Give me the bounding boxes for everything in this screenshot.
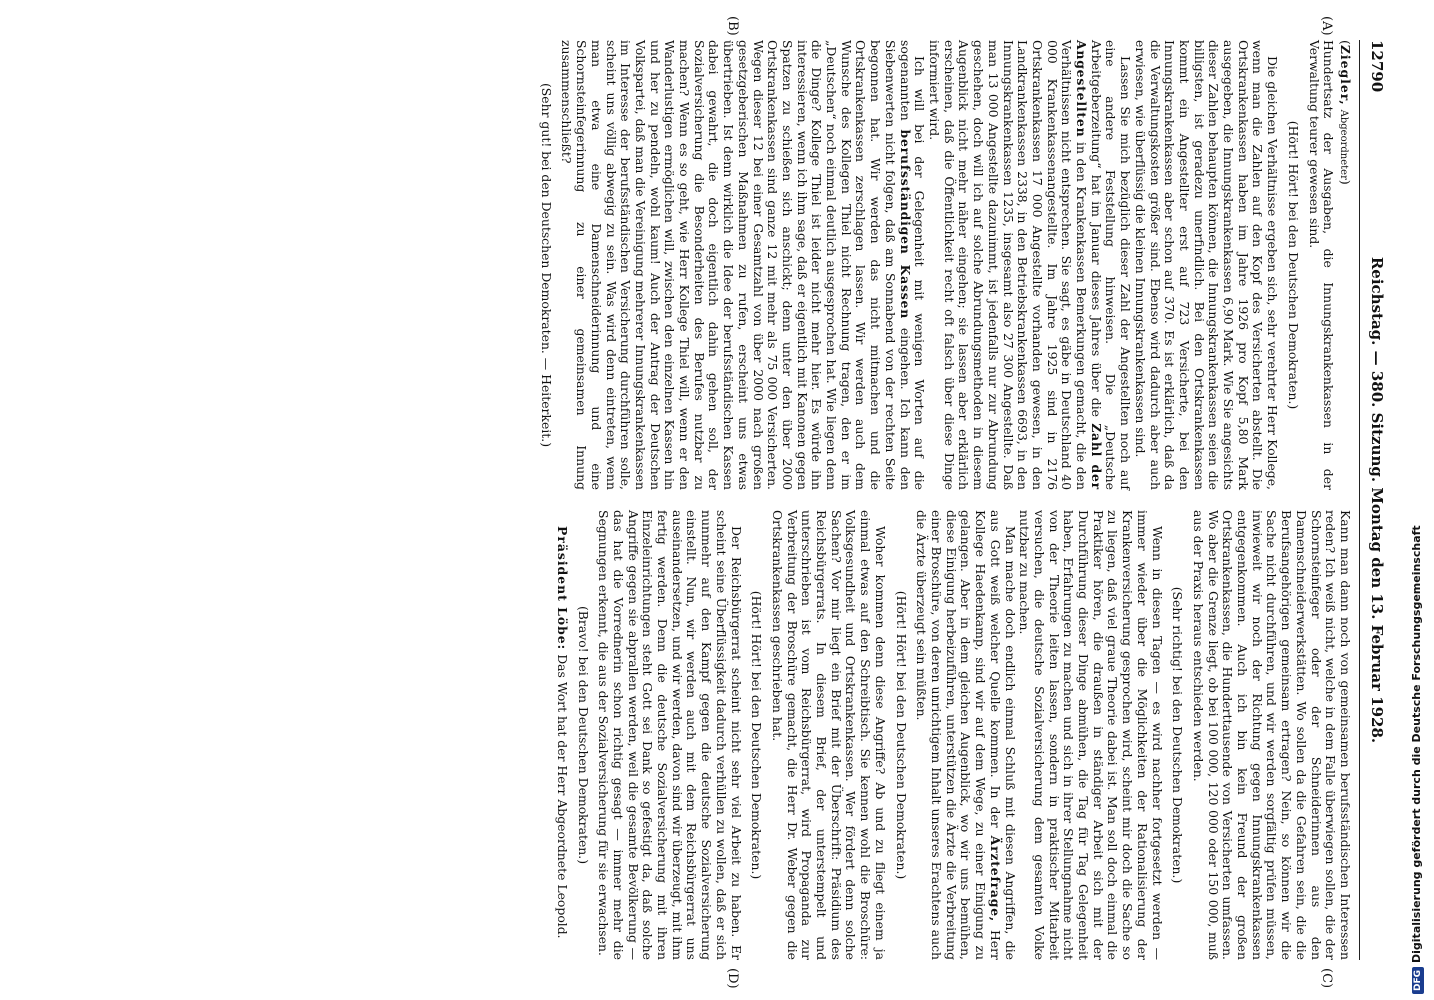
paragraph: Wenn in diesen Tagen — es wird nachher fortgesetzt werden — immer wieder über die Möglichkeiten der Rationalisierung der Krankenversicherung gesprochen wird, scheint mir doch die Sache so zu liegen, daß viel graue Theorie dabei ist. Man soll doch einmal die Praktiker hören, die draußen in ständiger Arbeit sich mit der Durchführung dieser Dinge abmühen, die Tag für Tag Gelegenheit haben, Erfahrungen zu machen und sich in ihrer Stellungnahme nicht von der Theorie leiten lassen, sondern in praktischer Mitarbeit versuchen, die deutsche Sozialversicherung dem gesamten Volke nutzbar zu machen.	[1017, 510, 1165, 960]
paragraph: Man mache doch endlich einmal Schluß mit diesen Angriffen, die aus Gott weiß welcher Quelle kommen. In der Ärztefrage, Herr Kollege Haedenkamp, sind wir auf dem Wege, zu einer Einigung zu gelangen. Aber in dem gleichen Augenblick, wo wir uns bemühen, diese Einigung herbeizuführen, unterstützen die Ärzte die Verbreitung einer Broschüre, von deren unrichtigem Inhalt unseres Erachtens auch die Ärzte überzeugt sein müßten.	[914, 510, 1018, 960]
interjection: (Sehr richtig! bei den Deutschen Demokraten.)	[1170, 586, 1186, 884]
emphasis-term: Ärztefrage,	[987, 835, 1003, 922]
page-header	[1362, 40, 1392, 960]
paragraph: Der Reichsbürgerrat scheint nicht sehr viel Arbeit zu haben. Er scheint seine Überflüssigkeit dadurch verhüllen zu wollen, daß er sich nunmehr auf den Kampf gegen die deutsche Sozialversicherung einstellt. Nun, wir werden auch mit dem Reichsbürgerrat uns auseinandersetzen, und wir werden, davon sind wir überzeugt, mit ihm fertig werden. Denn die deutsche Sozialversicherung mit ihren Einzeleinrichtungen steht Gott sei Dank so gefestigt da, daß solche Angriffe gegen sie abprallen werden, weil die gesamte Bevölkerung — das hat die Vorrednerin schon richtig gesagt — immer mehr die Segnungen erkennt, die aus der Sozialversicherung für sie erwachsen.	[596, 510, 744, 960]
president-text: Das Wort hat der Herr Abgeordnete Leopold.	[554, 654, 570, 939]
paragraph: Ich will bei der Gelegenheit mit wenigen Worten auf die sogenannten berufsständigen Kassen eingehen. Ich kann den Siebenwerten nicht folgen, daß am Sonnabend von der rechten Seite begonnen hat. Wir werden das nicht mitmachen und die Ortskrankenkassen zerschlagen lassen. Wir werden auch dem Wunsche des Kollegen Thiel nicht Rechnung tragen, den er im „Deutschen“ noch einmal deutlich ausgesprochen hat. Wie liegen denn die Dinge? Kollege Thiel ist leider nicht mehr hier. Es würde ihn interessieren, wenn ich ihm sage, daß er eigentlich mit Kanonen gegen Spatzen zu schießen sich anschickt; denn unter den über 2000 Ortskrankenkassen sind ganze 12 mit mehr als 75 000 Versicherten. Wegen dieser 12 bei einer Gesamtzahl von über 2000 nach großen gesetzgeberischen Maßnahmen zu rufen, erscheint uns etwas übertrieben. Ist denn wirklich die Idee der berufsständischen Kassen dabei gewahrt, die doch eigentlich dahin gehen soll, der Sozialversicherung die Besonderheiten des Berufes nutzbar zu machen? Wenn es so geht, wie Herr Kollege Thiel will, wenn er den Wanderlustigen ermöglichen will, zwischen den einzelnen Kassen hin und her zu pendeln, wohl kaum! Auch der Antrag der Deutschen Volkspartei, daß man die Vereinigung mehrerer Innungskrankenkassen im Interesse der berufsständischen Versicherung durchführen solle, scheint uns völlig abwegig zu sein. Was wird denn eintreten, wenn man etwa eine Damenschneiderinnung und eine Schornsteinfegerinnung zu einer gemeinsamen Innung zusammenschließt?	[559, 40, 928, 490]
interjection: (Bravo! bei den Deutschen Demokraten.)	[575, 605, 591, 865]
right-column	[554, 510, 1352, 960]
interjection: (Hört! Hört! bei den Deutschen Demokraten.)	[749, 590, 765, 880]
speaker-name: Ziegler,	[1338, 44, 1353, 106]
president-label: Präsident Löbe:	[554, 526, 570, 651]
margin-letter-d: (D)	[725, 968, 740, 989]
paragraph: Lassen Sie mich bezüglich dieser Zahl der Angestellten noch auf eine andere Feststellung hinweisen. Die „Deutsche Arbeitgeberzeitung“ hat im Januar dieses Jahres über die Zahl der Angestellten in den Krankenkassen Bemerkungen gemacht, die den Verhältnissen nicht entsprechen. Sie sagt, es gäbe in Deutschland 40 000 Krankenkassenangestellte. Im Jahre 1925 sind in 2176 Ortskrankenkassen 17 000 Angestellte vorhanden gewesen, in den Landkrankenkassen 2338, in den Betriebskrankenkassen 6693, in den Innungskrankenkassen 1235, insgesamt also 27 300 Angestellte. Daß man 13 000 Angestellte dazunimmt, ist jedenfalls nur zur Abrundung geschehen, doch will ich auf solche Abrundungsmethoden in diesem Augenblick nicht mehr näher eingehen; sie lassen aber erklärlich erscheinen, daß die Öffentlichkeit recht oft falsch über diese Dinge informiert wird.	[927, 40, 1134, 490]
emphasis-term: Zahl der Angestellten	[1074, 40, 1104, 490]
footer-text: Digitalisierung gefördert durch die Deutsche Forschungsgemeinschaft	[1410, 525, 1423, 963]
margin-letter-c: (C)	[1319, 968, 1334, 989]
margin-letter-b: (B)	[725, 16, 740, 36]
interjection: (Hört! Hört! bei den Deutschen Demokraten.)	[893, 590, 909, 880]
speaker-role: Abgeordneter	[1338, 109, 1349, 180]
paragraph: Kann man dann noch von gemeinsamen berufsständischen Interessen reden? Ich weiß nicht, welche in dem Falle überwiegen sollen, die der Schornsteinfeger oder der Schneiderinnen aus den Damenschneiderwerkstätten. Wo sollen da die Gefahren sein, die die Berufsangehörigen gemeinsam ertragen? Nein, so können wir die Sache nicht durchführen, und wir werden sorgfältig prüfen müssen, inwieweit wir noch der Richtung gegen Innungskrankenkassen entgegenkommen. Auch ich bin kein Freund der großen Ortskrankenkassen, die Hunderttausende von Versicherten umfassen. Wo aber die Grenze liegt, ob bei 100 000, 120 000 oder 150 000, muß aus der Praxis heraus entschieden werden.	[1190, 510, 1353, 960]
paragraph: Hundertsatz der Ausgaben, die Innungskrankenkassen in der Verwaltung teurer gewesen sind.	[1306, 40, 1337, 490]
president-paragraph	[554, 510, 569, 960]
left-column	[532, 40, 1352, 490]
emphasis-term: berufsständigen Kassen	[897, 129, 913, 320]
page-number: 12790	[1368, 40, 1386, 93]
speaker-line: (Ziegler, Abgeordneter)	[1338, 40, 1353, 185]
interjection: (Hört! Hört! bei den Deutschen Demokraten.)	[1285, 120, 1301, 410]
paragraph: Woher kommen denn diese Angriffe? Ab und zu fliegt einem ja einmal etwas auf den Schreibtisch. Sie kennen wohl die Broschüre: Volksgesundheit und Ortskrankenkassen. Wer fördert denn solche Sachen? Vor mir liegt ein Brief mit der Überschrift: Präsidium des Reichsbürgerrats. In diesem Brief, der unterstempelt und unterschrieben ist vom Reichsbürgerrat, wird Propaganda zur Verbreitung der Broschüre gemacht, die Herr Dr. Weber gegen die Ortskrankenkassen geschrieben hat.	[769, 510, 888, 960]
page-title: Reichstag. — 380. Sitzung. Montag den 13. Februar 1928.	[1368, 256, 1386, 744]
paragraph: Die gleichen Verhältnisse ergeben sich, sehr verehrter Herr Kollege, wenn man die Zahlen auf den Kopf des Versicherten abstellt. Die Ortskrankenkassen haben im Jahre 1926 pro Kopf 5,80 Mark ausgegeben, die Innungskrankenkassen 6,90 Mark. Wie Sie angesichts dieser Zahlen behaupten können, die Innungskrankenkassen seien die billigsten, ist geradezu unerfindlich. Bei den Ortskrankenkassen kommt ein Angestellter erst auf 723 Versicherte, bei den Innungskrankenkassen aber schon auf 370. Es ist erklärlich, daß da die Verwaltungskosten größer sind. Ebenso wird dadurch aber auch erwiesen, wie überflüssig die kleinen Innungskrankenkassen sind.	[1132, 40, 1281, 490]
margin-letter-a: (A)	[1319, 16, 1334, 36]
header-rule	[1359, 40, 1360, 960]
dfg-logo: DFG	[1412, 967, 1424, 994]
footer-credit	[1410, 0, 1432, 994]
interjection: (Sehr gut! bei den Deutschen Demokraten. — Heiterkeit.)	[538, 82, 554, 448]
